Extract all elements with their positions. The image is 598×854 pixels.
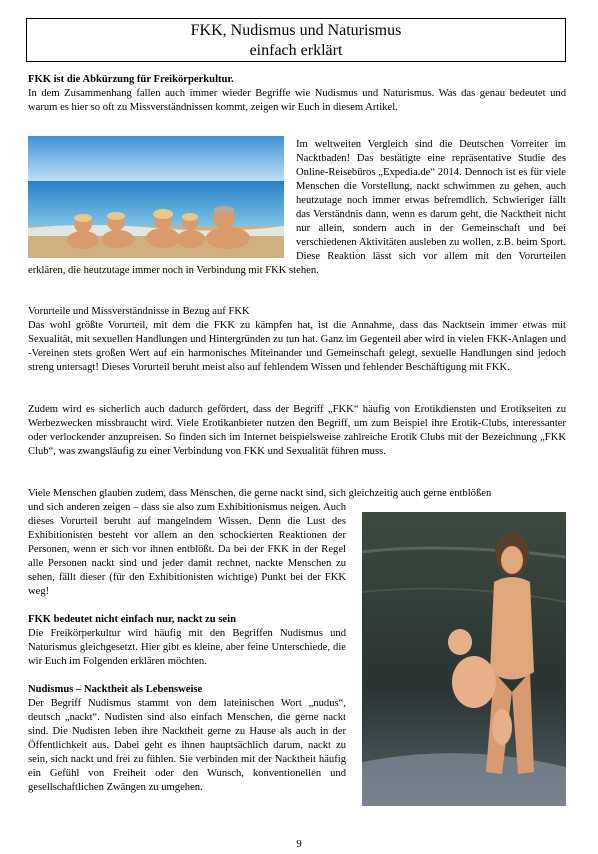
para5-text: und sich anderen zeigen – dass sie also zum Exhibitionismus neigen. Auch dieses Vorurteil beruht auf mangelndem Wissen. Denn die Lust des Exhibitionisten besteht vor allem an den schockierten Reaktionen der Personen, wenn er sich vor ihnen entblößt. Da bei der FKK in der Regel alle Personen nackt sind und jeder damit rechnet, nackte Menschen zu sehen, fällt dieser (für den Exhibitionisten wichtige) Punkt bei der FKK weg! [28,502,346,597]
para6-heading: FKK bedeutet nicht einfach nur, nackt zu sein [28,614,236,625]
left-column [28,501,346,795]
para3-section [28,305,566,375]
para5-lead [28,487,566,501]
para5-lead-text: Viele Menschen glauben zudem, dass Menschen, die gerne nackt sind, sich gleichzeitig auch gerne entblößen [28,488,492,499]
intro-heading: FKK ist die Abkürzung für Freikörperkultur. [28,74,234,85]
intro-text: In dem Zusammenhang fallen auch immer wieder Begriffe wie Nudismus und Naturismus. Was das genau bedeutet und warum es hier so oft zu Missverständnissen kommt, zeigen wir Euch in diesem Artikel. [28,88,566,113]
para2-text: Im weltweiten Vergleich sind die Deutschen Vorreiter im Nacktbaden! Das bestätigte eine repräsentative Studie des Online-Reisebüros „Expedia.de“ 2014. Dennoch ist es für viele Menschen die Vorstellung, nackt schwimmen zu gehen, auch heutzutage noch immer etwas befremdlich. Schwieriger fällt das Verständnis dann, wenn es darum geht, die Nacktheit nicht nur allein, sondern auch in der Gemeinschaft und bei verschiedenen Aktivitäten ausleben zu wollen, z.B. beim Sport. Diese Reaktion lässt sich vor allem mit den Vorurteilen erklären, die heutzutage immer noch in Verbindung mit FKK stehen. [28,139,566,276]
para6-text: Die Freikörperkultur wird häufig mit den Begriffen Nudismus und Naturismus gleichgesetzt. Hier gibt es kleine, aber feine Unterschiede, die wir Euch im Folgenden erklären möchten. [28,628,346,667]
river-photo-illustration [362,512,566,806]
intro-section [28,73,566,115]
article-title [26,18,566,62]
para7-text: Der Begriff Nudismus stammt von dem lateinischen Wort „nudus“, deutsch „nackt“. Nudisten sind also einfach Menschen, die gerne nackt sind. Die Nudisten leben ihre Nacktheit gerne zu Hause als auch in der Öffentlichkeit aus. Dabei geht es ihnen hauptsächlich darum, nackt zu sein, sich nackt und frei zu fühlen. Sie verbinden mit der Nacktheit häufig ein Gefühl von Freiheit oder den Wunsch, konventionellen und gesellschaftlichen Zwängen zu umgehen. [28,698,346,793]
para4-text: Zudem wird es sicherlich auch dadurch gefördert, dass der Begriff „FKK“ häufig von Erotikdiensten und Erotikseiten zu Werbezwecken missbraucht wird. Viele Erotikanbieter nutzen den Begriff, um zum Beispiel ihre Erotik-Clubs, interessanter oder verlockender anzupreisen. So finden sich im Internet beispielsweise zahlreiche Erotik Clubs mit der Bezeichnung „FKK Club“, was zwangsläufig zu einer Verbindung von FKK und Sexualität führen muss. [28,404,566,457]
para7-heading: Nudismus – Nacktheit als Lebensweise [28,684,203,695]
title-line-1: FKK, Nudismus und Naturismus [190,22,402,39]
title-line-2: einfach erklärt [249,42,343,59]
para4-section [28,403,566,459]
para2-flow [28,138,566,278]
river-mother-child-photo [362,512,566,806]
para3-text: Das wohl größte Vorurteil, mit dem die FKK zu kämpfen hat, ist die Annahme, dass das Nacktsein immer etwas mit Sexualität, mit sexuellen Handlungen und Hintergründen zu tun hat. Ganz im Gegenteil aber wird in vielen FKK-Anlagen und -Vereinen stets großen Wert auf ein harmonisches Miteinander und Gemeinschaft gelegt, sexuelle Handlungen sind jedoch streng untersagt! Dieses Vorurteil beruht meist also auf fehlendem Wissen und fehlender Beschäftigung mit FKK. [28,320,566,373]
para3-heading: Vorurteile und Missverständnisse in Bezug auf FKK [28,306,250,317]
page-number: 9 [296,838,302,850]
